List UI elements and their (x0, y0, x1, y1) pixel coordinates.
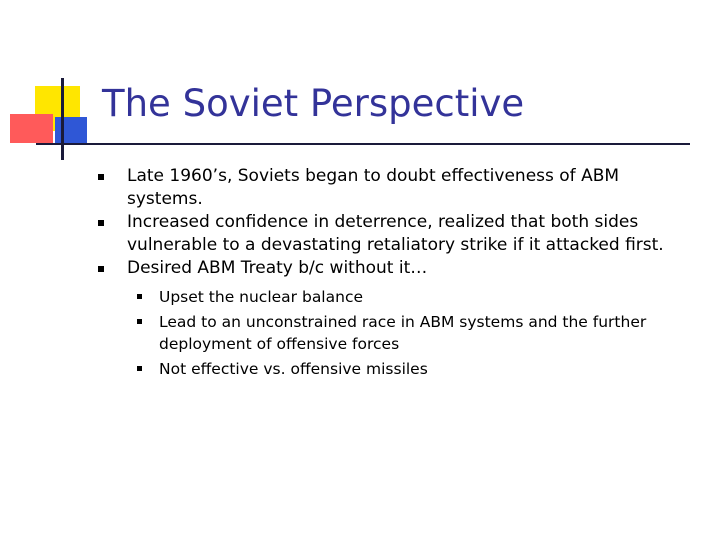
title-underline-rule (36, 143, 690, 145)
square-bullet-icon (137, 319, 142, 324)
bullet-item (0, 257, 687, 380)
sub-bullet-text: Upset the nuclear balance (159, 288, 363, 306)
bullet-item (0, 211, 687, 257)
sub-bullet-item (127, 358, 664, 380)
bullet-list (0, 165, 720, 380)
bullet-text: Late 1960’s, Soviets began to doubt effectiveness of ABM systems. (127, 166, 620, 209)
sub-bullet-list (127, 286, 687, 380)
square-bullet-icon (137, 366, 142, 371)
logo-blue-square (55, 117, 87, 144)
sub-bullet-text: Not effective vs. offensive missiles (159, 360, 428, 378)
square-bullet-icon (137, 294, 142, 299)
logo-vertical-rule (61, 78, 64, 160)
square-bullet-icon (98, 266, 104, 272)
logo-red-square (10, 114, 53, 143)
square-bullet-icon (98, 220, 104, 226)
bullet-text: Desired ABM Treaty b/c without it… (127, 258, 428, 278)
square-bullet-icon (98, 174, 104, 180)
sub-bullet-item (127, 286, 664, 308)
bullet-item (0, 165, 687, 211)
sub-bullet-text: Lead to an unconstrained race in ABM systems and the further deployment of offensive forces (159, 313, 647, 353)
sub-bullet-item (127, 311, 664, 355)
bullet-text: Increased confidence in deterrence, realized that both sides vulnerable to a devastating retaliatory strike if it attacked first. (127, 212, 664, 255)
slide-title: The Soviet Perspective (102, 82, 525, 125)
